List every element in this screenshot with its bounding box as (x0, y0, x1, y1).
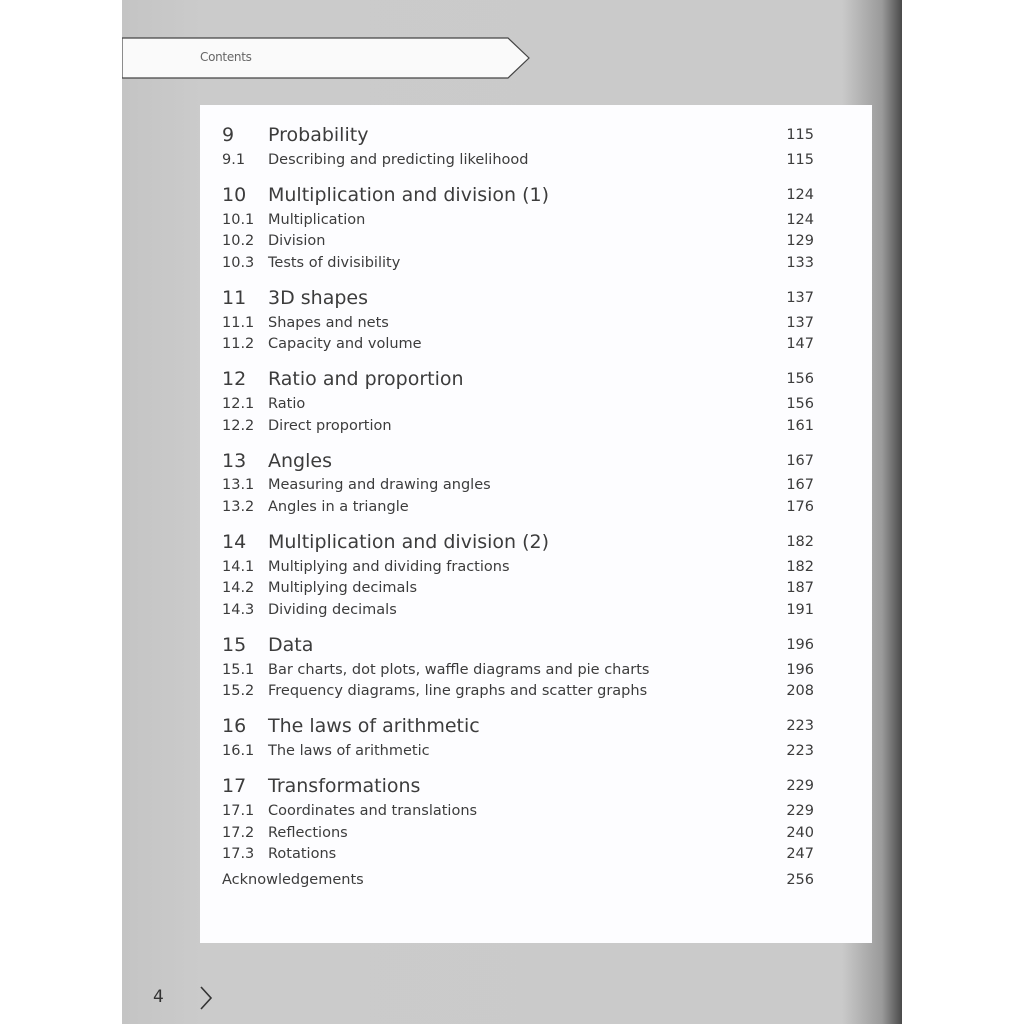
entry-number: 17.3 (222, 846, 255, 863)
entry-number: 14 (222, 530, 247, 553)
entry-page: 115 (786, 127, 814, 143)
chapter-row[interactable] (222, 121, 814, 149)
entry-page: 124 (786, 186, 814, 203)
entry-page: 187 (786, 580, 814, 597)
entry-page: 137 (786, 289, 814, 306)
entry-title: Shapes and nets (268, 314, 389, 331)
entry-page: 176 (786, 499, 814, 516)
table-of-contents (222, 121, 814, 891)
entry-number: 11.1 (222, 314, 255, 331)
entry-title: Coordinates and translations (268, 802, 478, 819)
entry-number: 14.2 (222, 580, 255, 597)
entry-title: Multiplying decimals (268, 580, 418, 597)
chapter-row[interactable] (222, 181, 814, 209)
entry-page: 229 (786, 802, 814, 819)
entry-number: 10.3 (222, 254, 255, 271)
entry-page: 167 (786, 477, 814, 494)
entry-title: Probability (268, 124, 369, 146)
entry-page: 229 (786, 778, 814, 794)
entry-title: Multiplication (268, 211, 366, 228)
chevron-right-icon (198, 985, 214, 1011)
section-row[interactable] (222, 556, 814, 578)
section-row[interactable] (222, 209, 814, 231)
entry-number: 16.1 (222, 743, 255, 760)
entry-title: The laws of arithmetic (268, 715, 480, 738)
entry-title: Multiplication and division (1) (268, 183, 550, 206)
chapter-row[interactable] (222, 772, 814, 800)
entry-page: 133 (786, 254, 814, 271)
entry-page: 167 (786, 452, 814, 469)
entry-page: 240 (786, 824, 814, 841)
entry-page: 196 (786, 636, 814, 653)
chapter-row[interactable] (222, 712, 814, 740)
entry-page: 196 (786, 661, 814, 678)
entry-number: 13.1 (222, 477, 255, 494)
entry-number: 12 (222, 368, 247, 391)
section-row[interactable] (222, 822, 814, 844)
entry-title: Angles in a triangle (268, 499, 409, 516)
entry-page: 223 (786, 743, 814, 760)
entry-title: Direct proportion (268, 417, 392, 434)
entry-title: Angles (268, 449, 332, 472)
section-row[interactable] (222, 578, 814, 600)
section-row[interactable] (222, 496, 814, 518)
entry-number: 9.1 (222, 151, 246, 168)
chapter-row[interactable] (222, 528, 814, 556)
section-row[interactable] (222, 333, 814, 355)
chapter-row[interactable] (222, 447, 814, 475)
entry-page: 129 (786, 233, 814, 250)
entry-title: Tests of divisibility (268, 254, 401, 271)
entry-title: Dividing decimals (268, 602, 397, 619)
section-row[interactable] (222, 415, 814, 437)
entry-title: Multiplication and division (2) (268, 530, 550, 553)
arrow-tab-shape (122, 37, 532, 81)
section-row[interactable] (222, 800, 814, 822)
entry-title: Reflections (268, 824, 348, 841)
entry-title: Acknowledgements (222, 872, 364, 889)
entry-title: Ratio (268, 395, 306, 412)
entry-page: 247 (786, 846, 814, 863)
entry-page: 156 (786, 371, 814, 388)
entry-number: 15 (222, 633, 247, 656)
entry-number: 10.2 (222, 233, 255, 250)
entry-number: 14.1 (222, 558, 255, 575)
entry-title: Bar charts, dot plots, waffle diagrams and pie charts (268, 661, 650, 678)
entry-number: 11 (222, 286, 247, 309)
section-row[interactable] (222, 740, 814, 762)
entry-number: 15.1 (222, 661, 255, 678)
section-row[interactable] (222, 659, 814, 681)
entry-title: Ratio and proportion (268, 368, 464, 391)
entry-page: 223 (786, 718, 814, 735)
entry-page: 208 (786, 683, 814, 700)
acknowledgements-row[interactable] (222, 869, 814, 891)
section-row[interactable] (222, 599, 814, 621)
entry-page: 124 (786, 211, 814, 228)
section-row[interactable] (222, 393, 814, 415)
entry-number: 16 (222, 715, 247, 738)
entry-number: 17.2 (222, 824, 255, 841)
entry-title: Describing and predicting likelihood (268, 151, 529, 168)
entry-title: The laws of arithmetic (268, 743, 430, 760)
section-row[interactable] (222, 149, 814, 171)
entry-page: 147 (786, 336, 814, 353)
entry-title: Rotations (268, 846, 337, 863)
entry-title: Measuring and drawing angles (268, 477, 491, 494)
entry-title: Data (268, 633, 314, 656)
entry-title: Division (268, 233, 326, 250)
section-row[interactable] (222, 312, 814, 334)
section-row[interactable] (222, 843, 814, 865)
entry-page: 115 (786, 151, 814, 168)
entry-number: 10 (222, 183, 247, 206)
entry-title: Frequency diagrams, line graphs and scatter graphs (268, 683, 648, 700)
section-row[interactable] (222, 252, 814, 274)
entry-title: Transformations (268, 775, 421, 797)
entry-page: 256 (786, 872, 814, 889)
entry-page: 156 (786, 395, 814, 412)
entry-number: 15.2 (222, 683, 255, 700)
entry-number: 13.2 (222, 499, 255, 516)
entry-page: 191 (786, 602, 814, 619)
entry-title: Multiplying and dividing fractions (268, 558, 510, 575)
chapter-row[interactable] (222, 365, 814, 393)
entry-title: Capacity and volume (268, 336, 422, 353)
entry-page: 137 (786, 314, 814, 331)
section-row[interactable] (222, 230, 814, 252)
entry-page: 161 (786, 417, 814, 434)
chapter-row[interactable] (222, 284, 814, 312)
entry-number: 12.1 (222, 395, 255, 412)
entry-number: 10.1 (222, 211, 255, 228)
contents-panel (200, 105, 872, 943)
entry-number: 11.2 (222, 336, 255, 353)
entry-number: 14.3 (222, 602, 255, 619)
entry-page: 182 (786, 558, 814, 575)
entry-number: 12.2 (222, 417, 255, 434)
entry-number: 17 (222, 775, 247, 797)
entry-number: 17.1 (222, 802, 255, 819)
entry-number: 13 (222, 449, 247, 472)
chapter-row[interactable] (222, 631, 814, 659)
entry-page: 182 (786, 533, 814, 550)
section-row[interactable] (222, 475, 814, 497)
page-number: 4 (153, 987, 164, 1007)
section-label: Contents (200, 50, 252, 64)
entry-title: 3D shapes (268, 286, 368, 309)
contents-header-tab (122, 37, 530, 79)
section-row[interactable] (222, 681, 814, 703)
entry-number: 9 (222, 124, 235, 146)
